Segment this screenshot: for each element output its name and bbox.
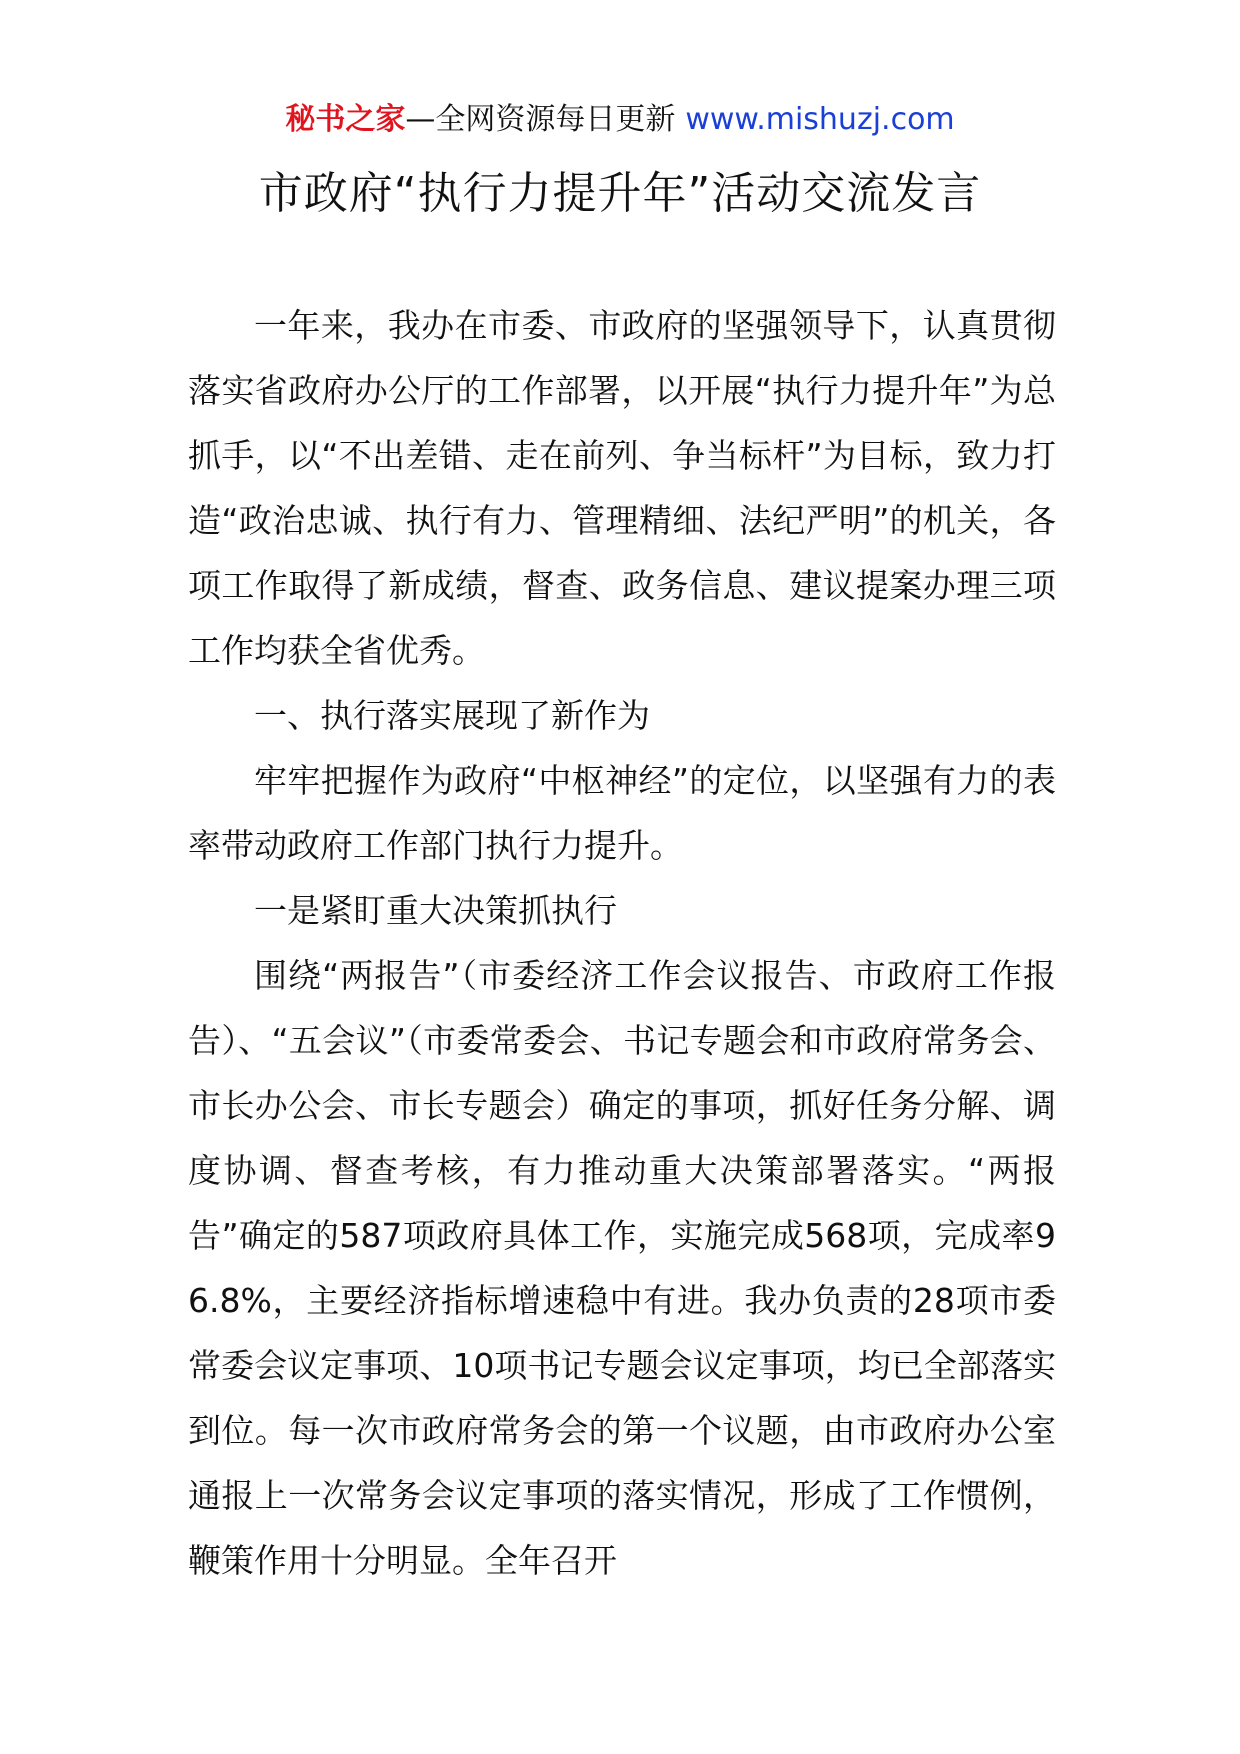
paragraph: 一年来，我办在市委、市政府的坚强领导下，认真贯彻落实省政府办公厅的工作部署，以开展“执行力提升年”为总抓手，以“不出差错、走在前列、争当标杆”为目标，致力打造“政治忠诚、执行有力、管理精细、法纪严明”的机关，各项工作取得了新成绩，督查、政务信息、建议提案办理三项工作均获全省优秀。 (188, 306, 1056, 670)
site-url-link[interactable]: www.mishuzj.com (685, 102, 955, 137)
site-tagline: —全网资源每日更新 (405, 102, 676, 137)
document-body (188, 293, 1056, 1593)
paragraph: 牢牢把握作为政府“中枢神经”的定位，以坚强有力的表率带动政府工作部门执行力提升。 (188, 761, 1056, 865)
site-header (0, 100, 1240, 140)
section-heading: 一、执行落实展现了新作为 (254, 696, 650, 735)
site-brand: 秘书之家 (285, 102, 406, 137)
document-title: 市政府“执行力提升年”活动交流发言 (258, 168, 982, 219)
paragraph: 围绕“两报告”（市委经济工作会议报告、市政府工作报告）、“五会议”（市委常委会、书记专题会和市政府常务会、市长办公会、市长专题会）确定的事项，抓好任务分解、调度协调、督查考核，有力推动重大决策部署落实。“两报告”确定的587项政府具体工作，实施完成568项，完成率96.8%，主要经济指标增速稳中有进。我办负责的28项市委常委会议定事项、10项书记专题会议定事项，均已全部落实到位。每一次市政府常务会的第一个议题，由市政府办公室通报上一次常务会议定事项的落实情况，形成了工作惯例，鞭策作用十分明显。全年召开 (188, 956, 1056, 1580)
subsection-heading: 一是紧盯重大决策抓执行 (254, 891, 617, 930)
